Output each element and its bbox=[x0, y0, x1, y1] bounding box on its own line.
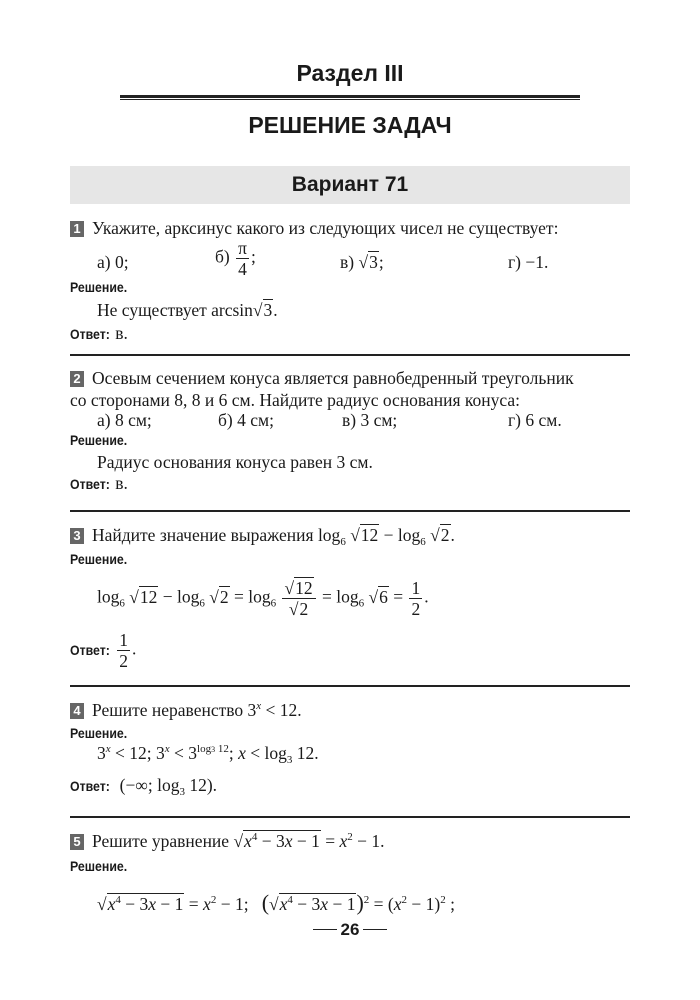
punct: . bbox=[450, 525, 455, 545]
variant-band bbox=[70, 166, 630, 204]
op: − bbox=[379, 525, 398, 545]
punct: . bbox=[132, 638, 137, 659]
op: = bbox=[229, 586, 249, 607]
log: log bbox=[248, 586, 271, 607]
solution-text bbox=[97, 300, 278, 321]
op: = bbox=[320, 831, 340, 851]
radicand: 12 bbox=[295, 578, 313, 598]
var: x bbox=[393, 894, 402, 914]
answer-label: Ответ: bbox=[70, 778, 110, 794]
solution-formula bbox=[97, 743, 319, 766]
denominator: 4 bbox=[238, 259, 247, 280]
exponent: x bbox=[105, 743, 111, 755]
fraction bbox=[282, 578, 315, 619]
answer-label: Ответ: bbox=[70, 476, 110, 492]
question-text: Решите неравенство 3 bbox=[92, 700, 257, 720]
var: x bbox=[284, 831, 293, 851]
t: = ( bbox=[369, 894, 394, 914]
t: − 3 bbox=[120, 894, 149, 914]
var: x bbox=[279, 894, 288, 914]
t: − 1 bbox=[292, 831, 320, 851]
solution-label: Решение. bbox=[70, 279, 128, 295]
answer-line bbox=[70, 775, 217, 798]
section-heading: Раздел III bbox=[296, 60, 404, 86]
log: log bbox=[317, 525, 341, 545]
option-a: а) 8 см; bbox=[97, 410, 152, 430]
answer-line bbox=[70, 473, 128, 494]
sqrt: $√x^4 - 3x - 1$ bbox=[269, 894, 356, 914]
answer-value: в. bbox=[115, 473, 128, 493]
punct: ; bbox=[250, 246, 256, 267]
log: log bbox=[176, 586, 200, 607]
log-base: 6 bbox=[420, 536, 426, 548]
answer-label: Ответ: bbox=[70, 326, 110, 342]
option-b bbox=[215, 238, 256, 279]
paren: ) bbox=[356, 890, 364, 915]
sqrt: √3 bbox=[358, 252, 378, 272]
task-number: 1 bbox=[70, 221, 84, 237]
task-1-question bbox=[70, 218, 558, 239]
exponent: x bbox=[164, 743, 170, 755]
solution-label: Решение. bbox=[70, 725, 128, 741]
answer-line bbox=[70, 630, 136, 671]
sqrt: $√x^4 - 3x - 1$ bbox=[233, 831, 320, 851]
log: log bbox=[397, 525, 421, 545]
radicand: 12 bbox=[139, 586, 158, 607]
fraction bbox=[236, 238, 249, 279]
divider bbox=[70, 354, 630, 356]
denominator: √2 bbox=[288, 599, 309, 620]
log-base: 6 bbox=[119, 597, 125, 610]
option-label: в) bbox=[340, 252, 355, 272]
t: 3 bbox=[97, 743, 106, 763]
solution-formula bbox=[97, 890, 455, 916]
option-c: в) 3 см; bbox=[342, 410, 398, 430]
op: = bbox=[317, 586, 337, 607]
sqrt: $√x^4 - 3x - 1$ bbox=[97, 894, 184, 914]
t: − 1 bbox=[216, 894, 244, 914]
numerator: 1 bbox=[119, 630, 129, 650]
divider bbox=[70, 510, 630, 512]
sqrt: √3 bbox=[252, 300, 273, 320]
log: log bbox=[336, 586, 359, 607]
option-d: г) 6 см. bbox=[508, 410, 562, 430]
log-base: 3 bbox=[179, 786, 185, 798]
divider bbox=[70, 816, 630, 818]
exp-log: log bbox=[197, 743, 212, 755]
power: 2 bbox=[347, 831, 353, 843]
task-4-question bbox=[70, 700, 302, 721]
radicand: 2 bbox=[219, 586, 229, 607]
t: ; bbox=[228, 743, 239, 763]
radicand bbox=[243, 830, 321, 851]
answer-value: в. bbox=[115, 323, 128, 343]
log-base: 6 bbox=[340, 536, 346, 548]
radicand: 6 bbox=[379, 586, 388, 607]
t: < 3 bbox=[169, 743, 198, 763]
solution-label: Решение. bbox=[70, 551, 128, 567]
op: = bbox=[184, 894, 204, 914]
exp-tail: 12 bbox=[215, 743, 229, 755]
punct: ; bbox=[243, 894, 249, 914]
power: 2 bbox=[210, 894, 217, 906]
heading-double-rule bbox=[120, 95, 580, 100]
sqrt: √12 bbox=[129, 586, 158, 607]
fraction bbox=[409, 578, 422, 619]
solution-text: Радиус основания конуса равен 3 см. bbox=[97, 452, 373, 472]
option-a: а) 0; bbox=[97, 252, 129, 272]
var: x bbox=[320, 894, 329, 914]
var: x bbox=[244, 831, 252, 851]
power: 4 bbox=[115, 894, 121, 906]
variant-title: Вариант 71 bbox=[291, 173, 409, 196]
t: − 1 bbox=[328, 894, 356, 914]
radicand: 3 bbox=[369, 252, 378, 272]
question-text: Найдите значение выражения bbox=[92, 525, 314, 545]
text: < 12. bbox=[261, 700, 302, 720]
task-number: 4 bbox=[70, 703, 84, 719]
exp-base: 3 bbox=[211, 745, 216, 754]
sqrt: √2 bbox=[209, 586, 229, 607]
option-b: б) 4 см; bbox=[218, 410, 274, 430]
t: − 1) bbox=[407, 894, 441, 914]
radicand: 12 bbox=[360, 525, 379, 545]
t: < log bbox=[245, 743, 287, 763]
question-text: Осевым сечением конуса является равнобедренный треугольник bbox=[92, 368, 574, 388]
option-c bbox=[340, 252, 384, 273]
sqrt: √2 bbox=[430, 525, 450, 545]
log-base: 6 bbox=[358, 597, 365, 610]
option-d: г) −1. bbox=[508, 252, 549, 272]
radicand bbox=[279, 893, 357, 914]
paren: ( bbox=[261, 890, 270, 915]
task-number: 5 bbox=[70, 834, 84, 850]
var: x bbox=[339, 831, 348, 851]
solution-label: Решение. bbox=[70, 432, 128, 448]
numerator: √12 bbox=[282, 578, 315, 599]
task-3-question bbox=[70, 525, 455, 548]
log-base: 6 bbox=[199, 597, 205, 610]
radicand: 2 bbox=[440, 525, 450, 545]
divider bbox=[70, 685, 630, 687]
task-5-question: 5 Решите уравнение $√x^4 - 3x - 1 = x^2 - 1$. bbox=[70, 831, 385, 852]
page-number-text: 26 bbox=[340, 920, 360, 939]
op: − bbox=[158, 586, 177, 607]
question-text: Укажите, арксинус какого из следующих чисел не существует: bbox=[92, 218, 559, 238]
answer-value: 12). bbox=[184, 775, 218, 795]
page-number bbox=[0, 920, 700, 940]
option-label: б) bbox=[215, 246, 230, 267]
t: 12. bbox=[292, 743, 319, 763]
answer-line bbox=[70, 323, 128, 344]
power: 2 bbox=[440, 894, 446, 906]
solution-formula bbox=[97, 578, 429, 619]
punct: ; bbox=[445, 894, 455, 914]
var: x bbox=[238, 743, 246, 763]
t: − 3 bbox=[257, 831, 285, 851]
question-text: Решите уравнение bbox=[92, 831, 230, 851]
power: 2 bbox=[401, 894, 408, 906]
var: x bbox=[107, 894, 116, 914]
task-number: 3 bbox=[70, 528, 84, 544]
t: < 12; 3 bbox=[110, 743, 165, 763]
op: = bbox=[388, 586, 408, 607]
sqrt: √6 bbox=[368, 586, 388, 607]
page-title: РЕШЕНИЕ ЗАДАЧ bbox=[248, 112, 452, 138]
power: 2 bbox=[363, 894, 370, 906]
fraction bbox=[117, 630, 130, 671]
denominator: 2 bbox=[411, 599, 421, 620]
text: Не существует arcsin bbox=[97, 300, 253, 320]
radicand bbox=[107, 893, 185, 914]
punct: . bbox=[424, 586, 429, 607]
power: 4 bbox=[287, 894, 293, 906]
numerator: π bbox=[238, 238, 247, 258]
var: x bbox=[148, 894, 157, 914]
log: log bbox=[97, 586, 120, 607]
question-line-2: со сторонами 8, 8 и 6 см. Найдите радиус основания конуса: bbox=[70, 390, 520, 410]
solution-label: Решение. bbox=[70, 858, 128, 874]
power: 4 bbox=[251, 831, 258, 843]
sqrt: √12 bbox=[350, 525, 379, 545]
radicand: 3 bbox=[263, 300, 273, 320]
task-2-question bbox=[70, 368, 574, 389]
t: − 1 bbox=[352, 831, 381, 851]
log-base: 3 bbox=[286, 754, 293, 766]
punct: . bbox=[273, 300, 278, 320]
t: − 3 bbox=[292, 894, 321, 914]
var: x bbox=[203, 894, 211, 914]
denominator: 2 bbox=[119, 651, 129, 672]
punct: ; bbox=[378, 252, 384, 272]
radicand: 2 bbox=[299, 599, 309, 620]
answer-value: (−∞; log bbox=[119, 775, 180, 795]
numerator: 1 bbox=[411, 578, 421, 598]
exponent: x bbox=[256, 700, 262, 712]
answer-label: Ответ: bbox=[70, 641, 110, 658]
log-base: 6 bbox=[270, 597, 277, 610]
t: − 1 bbox=[156, 894, 184, 914]
task-number: 2 bbox=[70, 371, 84, 387]
